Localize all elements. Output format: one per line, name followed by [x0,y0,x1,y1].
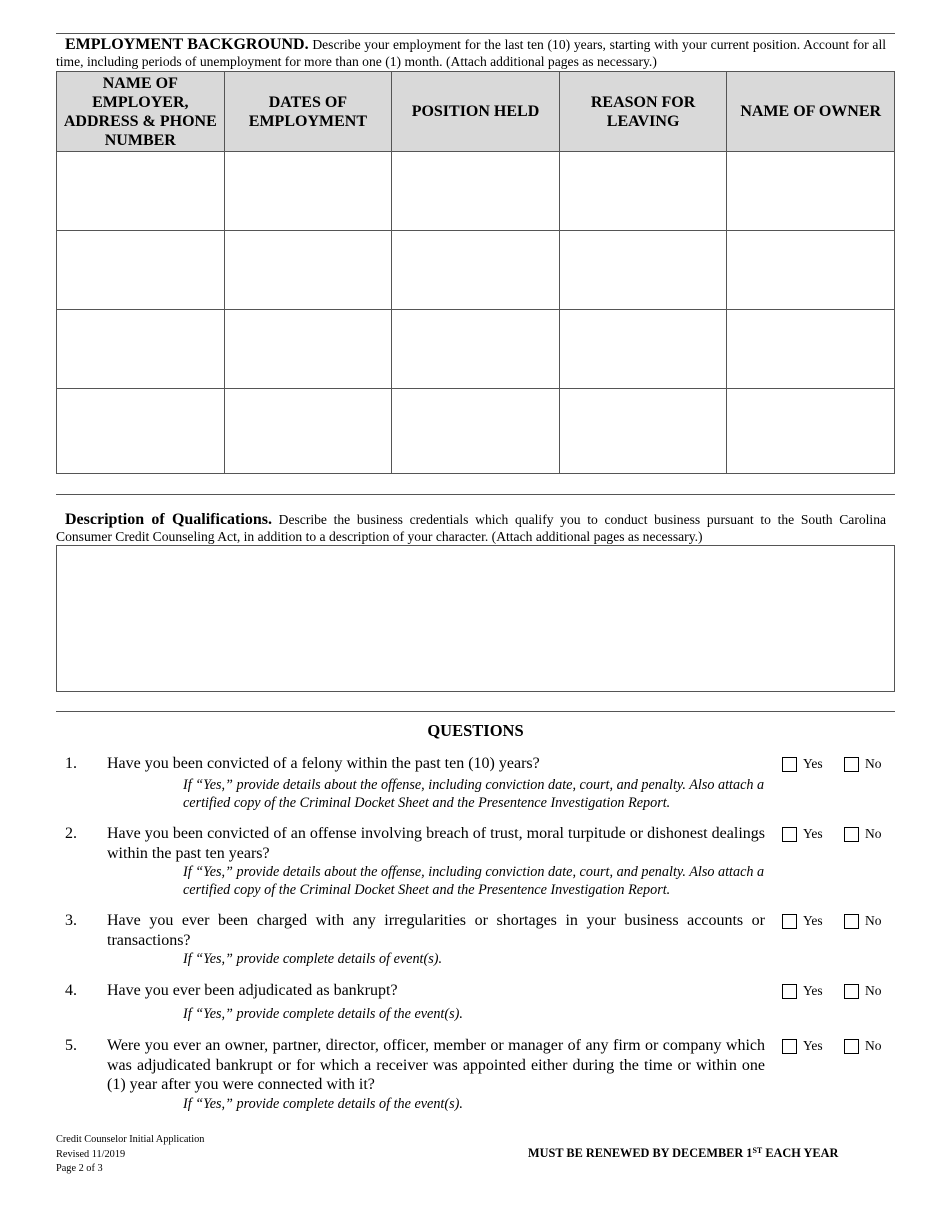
col-owner: NAME OF OWNER [727,72,895,152]
reason-cell[interactable] [559,152,727,231]
no-label: No [865,913,882,928]
qualifications-description: Describe the business credentials which qualify you to conduct business pursuant to the South Carolina Consumer Credit Counseling Act, in addition to a description of your character. (Attach additional pages as necessary.) [56,512,887,544]
employment-table [56,71,895,474]
question-number: 2. [65,825,77,842]
employer-cell[interactable] [57,310,225,389]
yes-checkbox[interactable] [782,984,797,999]
dates-cell[interactable] [224,310,392,389]
col-employer: NAME OF EMPLOYER, ADDRESS & PHONE NUMBER [57,72,225,152]
revision-date: Revised 11/2019 [56,1148,126,1160]
col-position: POSITION HELD [392,72,560,152]
employment-header-row [57,72,895,152]
renewal-notice [528,1146,838,1161]
form-name: Credit Counselor Initial Application [56,1134,205,1145]
col-dates: DATES OF EMPLOYMENT [224,72,392,152]
position-cell[interactable] [392,389,560,474]
yes-label: Yes [803,983,823,998]
dates-cell[interactable] [224,389,392,474]
no-label: No [865,756,882,771]
employer-cell[interactable] [57,231,225,310]
yes-checkbox[interactable] [782,914,797,929]
dates-cell[interactable] [224,152,392,231]
yes-checkbox[interactable] [782,1039,797,1054]
owner-cell[interactable] [727,389,895,474]
no-checkbox[interactable] [844,914,859,929]
question-note: If “Yes,” provide complete details of the event(s). [183,1096,463,1112]
yes-label: Yes [803,1038,823,1053]
question-note: If “Yes,” provide complete details of the event(s). [183,1006,463,1022]
employer-cell[interactable] [57,389,225,474]
yes-option [782,826,823,842]
no-label: No [865,826,882,841]
qualifications-heading: Description of Qualifications. [65,511,272,528]
question-note: If “Yes,” provide complete details of event(s). [183,951,443,967]
position-cell[interactable] [392,152,560,231]
no-label: No [865,1038,882,1053]
no-checkbox[interactable] [844,984,859,999]
yes-label: Yes [803,756,823,771]
question-number: 1. [65,755,77,772]
yes-option [782,983,823,999]
question-text: Have you ever been adjudicated as bankrupt? [107,982,398,999]
table-row [57,310,895,389]
dates-cell[interactable] [224,231,392,310]
no-checkbox[interactable] [844,757,859,772]
footer-info [56,1133,204,1177]
position-cell[interactable] [392,231,560,310]
reason-cell[interactable] [559,389,727,474]
no-checkbox[interactable] [844,1039,859,1054]
renewal-superscript: ST [752,1146,763,1155]
employment-description: Describe your employment for the last ten (10) years, starting with your current position. Account for all time, including periods of unemployment for more than one (1) month. (Attach additional pages as necessary.) [56,37,887,69]
yes-label: Yes [803,826,823,841]
owner-cell[interactable] [727,310,895,389]
page-number: Page 2 of 3 [56,1163,103,1174]
question-number: 3. [65,912,77,929]
question-number: 4. [65,982,77,999]
no-option [844,1038,882,1054]
question-text: Have you been convicted of a felony within the past ten (10) years? [107,755,540,772]
question-text: Were you ever an owner, partner, director, officer, member or manager of any firm or company which was adjudicated bankrupt or for which a receiver was appointed either during the time or within one (1) year after you were connected with it? [107,1037,765,1093]
qualifications-field[interactable] [56,545,895,692]
reason-cell[interactable] [559,310,727,389]
yes-checkbox[interactable] [782,757,797,772]
questions-divider [56,711,895,712]
no-option [844,913,882,929]
yes-checkbox[interactable] [782,827,797,842]
qualifications-divider [56,494,895,495]
yes-option [782,913,823,929]
owner-cell[interactable] [727,152,895,231]
question-note: If “Yes,” provide details about the offense, including conviction date, court, and penalty. Also attach a certified copy of the Criminal Docket Sheet and the Presentence Investigation Report. [183,777,765,811]
qualifications-intro [56,511,886,545]
table-row [57,389,895,474]
renewal-main: MUST BE RENEWED BY DECEMBER 1 [528,1146,753,1160]
question-text: Have you ever been charged with any irregularities or shortages in your business accounts or transactions? [107,912,765,949]
reason-cell[interactable] [559,231,727,310]
yes-label: Yes [803,913,823,928]
yes-option [782,1038,823,1054]
table-row [57,231,895,310]
questions-title: QUESTIONS [427,721,524,740]
employer-cell[interactable] [57,152,225,231]
col-reason: REASON FOR LEAVING [559,72,727,152]
question-text: Have you been convicted of an offense involving breach of trust, moral turpitude or dishonest dealings within the past ten years? [107,825,765,862]
no-label: No [865,983,882,998]
position-cell[interactable] [392,310,560,389]
no-checkbox[interactable] [844,827,859,842]
table-row [57,152,895,231]
no-option [844,756,882,772]
question-number: 5. [65,1037,77,1054]
top-divider [56,33,895,34]
no-option [844,983,882,999]
yes-option [782,756,823,772]
employment-heading: EMPLOYMENT BACKGROUND. [65,36,309,53]
employment-intro [56,36,886,70]
no-option [844,826,882,842]
renewal-end: EACH YEAR [762,1146,839,1160]
question-note: If “Yes,” provide details about the offense, including conviction date, court, and penalty. Also attach a certified copy of the Criminal Docket Sheet and the Presentence Investigation Report. [183,864,765,898]
owner-cell[interactable] [727,231,895,310]
